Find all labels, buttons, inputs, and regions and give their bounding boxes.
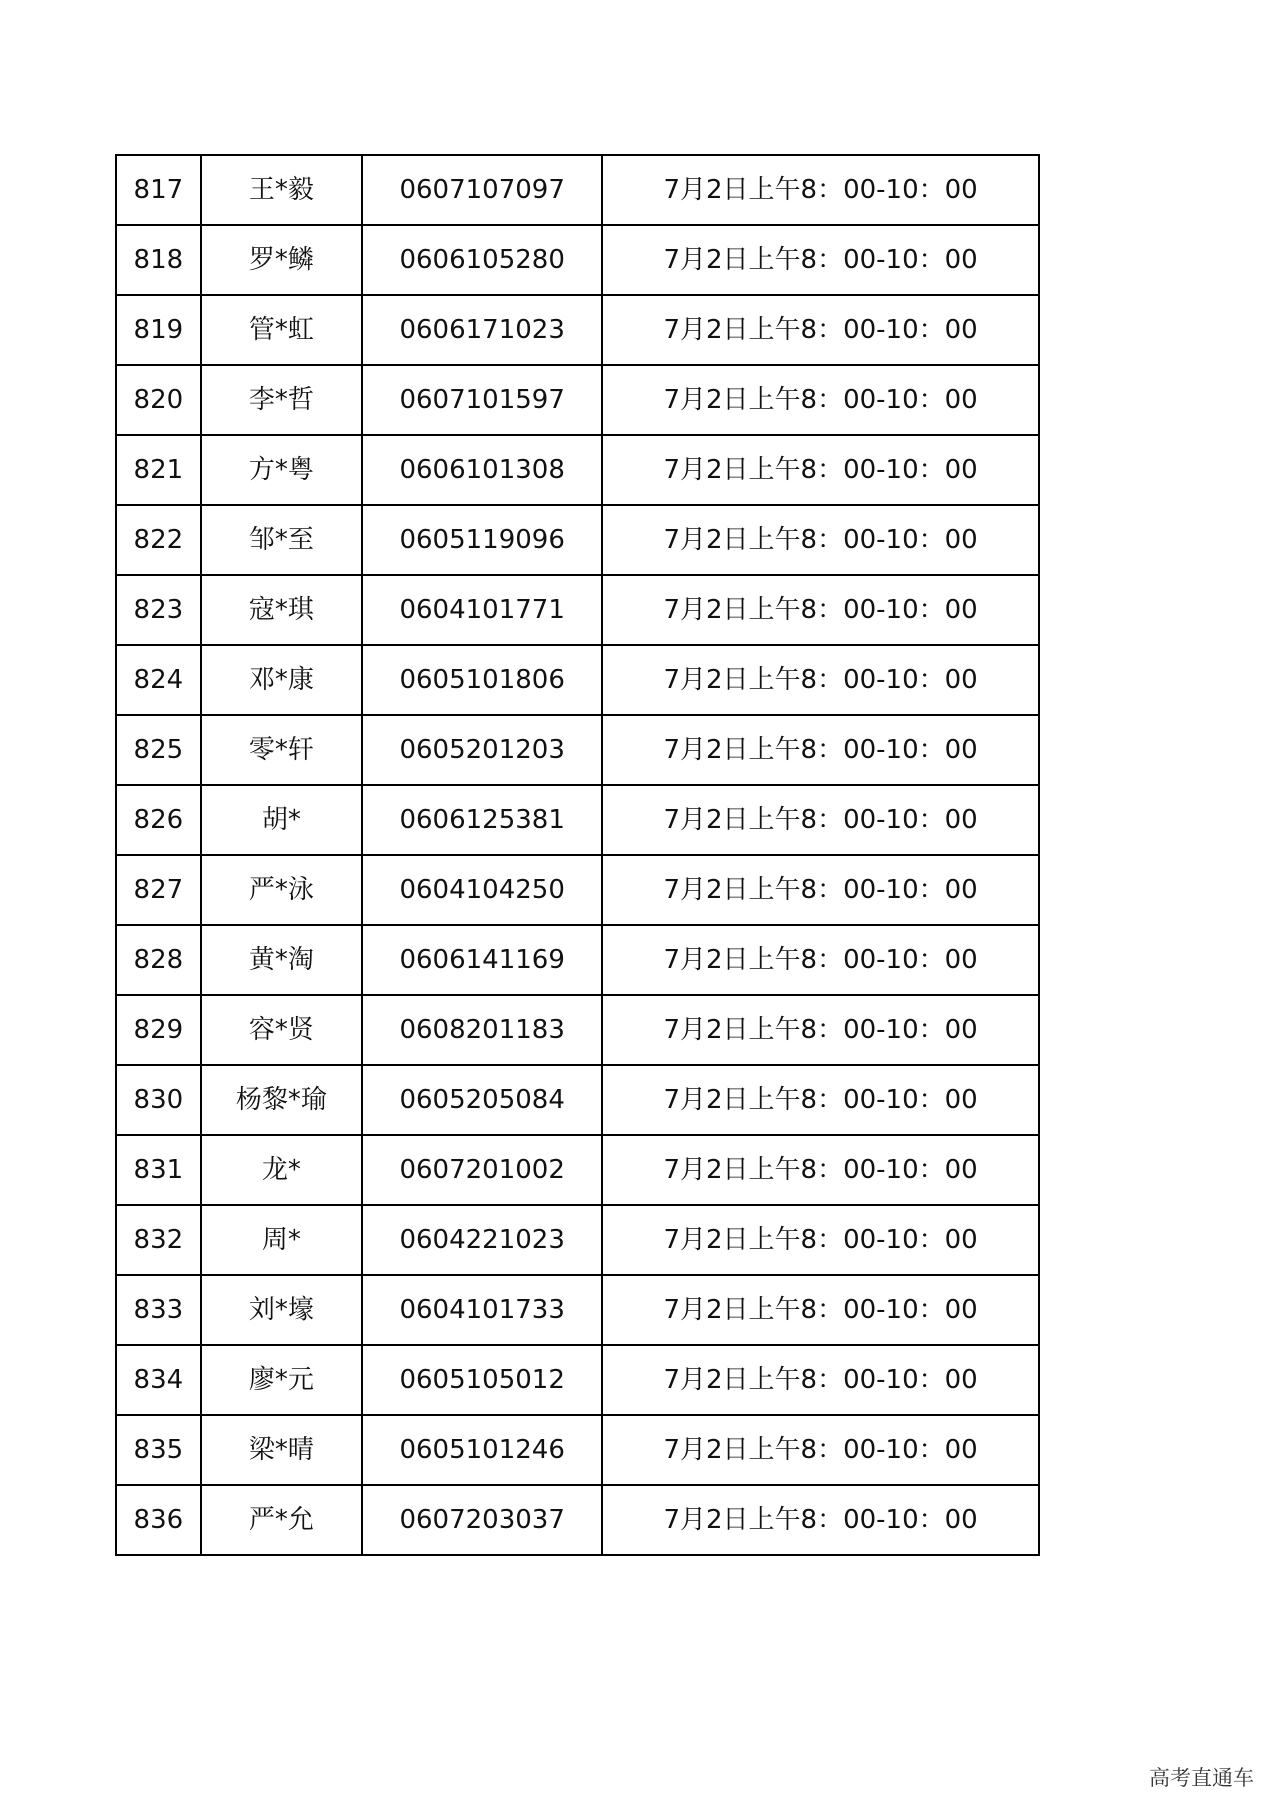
table-row	[116, 365, 1039, 435]
exam-time: 7月2日上午8：00-10：00	[602, 645, 1039, 715]
table-row	[116, 1485, 1039, 1555]
exam-time: 7月2日上午8：00-10：00	[602, 1275, 1039, 1345]
exam-time: 7月2日上午8：00-10：00	[602, 1205, 1039, 1275]
exam-time: 7月2日上午8：00-10：00	[602, 1065, 1039, 1135]
table-row	[116, 1065, 1039, 1135]
row-number: 833	[116, 1275, 201, 1345]
exam-time: 7月2日上午8：00-10：00	[602, 1415, 1039, 1485]
table-row	[116, 1415, 1039, 1485]
candidate-id: 0607201002	[362, 1135, 602, 1205]
candidate-name: 严*泳	[201, 855, 362, 925]
candidate-name: 龙*	[201, 1135, 362, 1205]
candidate-id: 0604104250	[362, 855, 602, 925]
candidate-id: 0604101733	[362, 1275, 602, 1345]
candidate-id: 0605201203	[362, 715, 602, 785]
candidate-name: 梁*晴	[201, 1415, 362, 1485]
candidate-id: 0606125381	[362, 785, 602, 855]
exam-time: 7月2日上午8：00-10：00	[602, 505, 1039, 575]
candidate-name: 李*哲	[201, 365, 362, 435]
row-number: 818	[116, 225, 201, 295]
row-number: 831	[116, 1135, 201, 1205]
table-row	[116, 295, 1039, 365]
row-number: 829	[116, 995, 201, 1065]
row-number: 820	[116, 365, 201, 435]
watermark-text: 高考直通车	[1149, 1766, 1254, 1790]
candidate-name: 胡*	[201, 785, 362, 855]
candidate-id: 0606171023	[362, 295, 602, 365]
exam-schedule-table	[115, 154, 1040, 1556]
row-number: 834	[116, 1345, 201, 1415]
exam-time: 7月2日上午8：00-10：00	[602, 1345, 1039, 1415]
row-number: 827	[116, 855, 201, 925]
row-number: 826	[116, 785, 201, 855]
table-row	[116, 435, 1039, 505]
candidate-name: 罗*鳞	[201, 225, 362, 295]
table-row	[116, 505, 1039, 575]
exam-time: 7月2日上午8：00-10：00	[602, 225, 1039, 295]
candidate-name: 严*允	[201, 1485, 362, 1555]
exam-time: 7月2日上午8：00-10：00	[602, 1135, 1039, 1205]
table-row	[116, 225, 1039, 295]
candidate-name: 廖*元	[201, 1345, 362, 1415]
table-row	[116, 155, 1039, 225]
candidate-name: 周*	[201, 1205, 362, 1275]
exam-time: 7月2日上午8：00-10：00	[602, 435, 1039, 505]
row-number: 822	[116, 505, 201, 575]
candidate-name: 管*虹	[201, 295, 362, 365]
candidate-id: 0604221023	[362, 1205, 602, 1275]
row-number: 825	[116, 715, 201, 785]
candidate-id: 0606101308	[362, 435, 602, 505]
candidate-name: 黄*淘	[201, 925, 362, 995]
exam-time: 7月2日上午8：00-10：00	[602, 155, 1039, 225]
candidate-id: 0607203037	[362, 1485, 602, 1555]
candidate-name: 刘*壕	[201, 1275, 362, 1345]
candidate-name: 零*轩	[201, 715, 362, 785]
table-row	[116, 1205, 1039, 1275]
table-row	[116, 925, 1039, 995]
table-row	[116, 1345, 1039, 1415]
table-row	[116, 785, 1039, 855]
exam-time: 7月2日上午8：00-10：00	[602, 715, 1039, 785]
candidate-id: 0605105012	[362, 1345, 602, 1415]
table-row	[116, 1275, 1039, 1345]
candidate-id: 0606141169	[362, 925, 602, 995]
candidate-name: 寇*琪	[201, 575, 362, 645]
exam-time: 7月2日上午8：00-10：00	[602, 785, 1039, 855]
table-row	[116, 715, 1039, 785]
table-row	[116, 995, 1039, 1065]
exam-time: 7月2日上午8：00-10：00	[602, 365, 1039, 435]
exam-time: 7月2日上午8：00-10：00	[602, 925, 1039, 995]
row-number: 828	[116, 925, 201, 995]
row-number: 832	[116, 1205, 201, 1275]
exam-time: 7月2日上午8：00-10：00	[602, 995, 1039, 1065]
row-number: 835	[116, 1415, 201, 1485]
exam-time: 7月2日上午8：00-10：00	[602, 1485, 1039, 1555]
row-number: 830	[116, 1065, 201, 1135]
row-number: 821	[116, 435, 201, 505]
row-number: 823	[116, 575, 201, 645]
candidate-name: 方*粤	[201, 435, 362, 505]
candidate-name: 邹*至	[201, 505, 362, 575]
candidate-name: 邓*康	[201, 645, 362, 715]
candidate-id: 0604101771	[362, 575, 602, 645]
table-row	[116, 575, 1039, 645]
row-number: 836	[116, 1485, 201, 1555]
candidate-name: 王*毅	[201, 155, 362, 225]
candidate-id: 0607101597	[362, 365, 602, 435]
table-row	[116, 855, 1039, 925]
candidate-id: 0607107097	[362, 155, 602, 225]
candidate-id: 0605119096	[362, 505, 602, 575]
candidate-name: 杨黎*瑜	[201, 1065, 362, 1135]
exam-time: 7月2日上午8：00-10：00	[602, 855, 1039, 925]
candidate-id: 0605101806	[362, 645, 602, 715]
exam-time: 7月2日上午8：00-10：00	[602, 575, 1039, 645]
exam-time: 7月2日上午8：00-10：00	[602, 295, 1039, 365]
table-row	[116, 1135, 1039, 1205]
table-row	[116, 645, 1039, 715]
candidate-id: 0605101246	[362, 1415, 602, 1485]
candidate-id: 0606105280	[362, 225, 602, 295]
candidate-id: 0608201183	[362, 995, 602, 1065]
row-number: 817	[116, 155, 201, 225]
candidate-id: 0605205084	[362, 1065, 602, 1135]
row-number: 824	[116, 645, 201, 715]
candidate-name: 容*贤	[201, 995, 362, 1065]
table-body	[116, 155, 1039, 1555]
row-number: 819	[116, 295, 201, 365]
